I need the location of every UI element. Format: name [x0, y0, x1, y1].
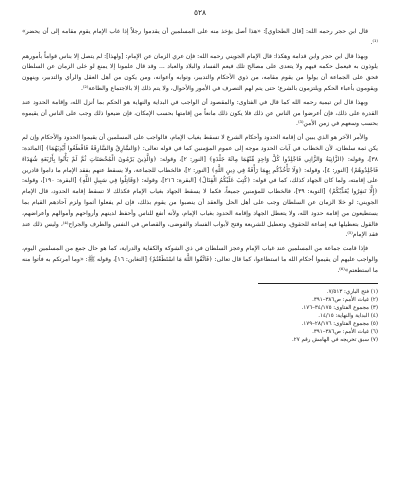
paragraph-2: وبهذا قال ابن حجر وابن قدامة وهكذا: قال الإمام الجويني رحمه الله: فإن عري الزمان عن الإمام: [ولهذا]: لم يتصل إلا بناس قواماً بأمورهم يلوذون به فيعمل حكمه فيهم ولا يتعدى على مصالح تلك فيعم الفساد والبلاد والعباد ... وقد قال علمونا إلا يمنع لو خلى الزمان عن السلطان فحق على الجماعة أن يولوا من يقوم مقامه، من ذوي الأحكام والتدبير، ونوابه وأعوانه، ومن يكون من أهل العقل والرأي والتدبير، وينهون ويقومون بأعباء الحكم ويلتزمون بالشرع؛ حتى يتم لهم التصرف في الأمور والأحوال، ولا يتم ذلك إلا بالاجتماع والطاعة⁽²⁾. [22, 52, 378, 92]
paragraph-5: فإذا قامت جماعة من المسلمين عند غياب الإمام وعجز السلطان في ذي الشوكة والكفاية والدراية، كما هو حال جمع من المسلمين اليوم، والواجب عليهم أن يقيموا أحكام الله ما استطاعوا، كما قال تعالى: ﴿فَاتَّقُوا اللَّهَ مَا اسْتَطَعْتُمْ﴾ [التغابن: ١٦]، وقوله ﷺ: «وما أمرتكم به فأتوا منه ما استطعتم»⁽⁶⁾. [22, 245, 378, 274]
page-number: ٥٢٨ [193, 8, 207, 17]
footnotes-list [22, 288, 378, 344]
footnote-2: (٢) غياث الأمم: ص٣٨٦–٣٩١. [312, 296, 378, 303]
footnote-divider [258, 283, 378, 284]
paragraph-3: وبهذا قال ابن تيمية رحمه الله كما قال في الفتاوى: والمقصود أن الواجب في البداية والنهاية هو الحكم بما أنزل الله، وإقامة الحدود عند القدرة على ذلك، فإن أعرضوا من الناس عن ذلك فلا يكون ذلك مانعاً من إقامتها بحسب الإمكان، فإن ضيعوا ذلك وجب على الناس أن يقيموه بحسب وسعهم في زمن الأمن⁽³⁾. [22, 98, 378, 128]
paragraph-1: قال ابن حجر رحمه الله: [قال الطحاوي]: «هذا أصل يؤخذ منه على المسلمين أن يقدموا رجلاً إذا غاب الإمام يقوم مقامه إلى أن يحضر» ⁽¹⁾. [22, 28, 378, 46]
paragraph-4: والأمر الآخر هو الذي يبين أن إقامة الحدود وأحكام الشرع لا تسقط بغياب الإمام، فالواجب على المسلمين أن يقيموا الحدود والأحكام وإن لم يكن ثمة سلطان، لأن الخطاب في آيات الحدود موجه إلى عموم المؤمنين كما في قوله تعالى: ﴿وَالسَّارِقُ وَالسَّارِقَةُ فَاقْطَعُوا أَيْدِيَهُمَا﴾ [المائدة: ٣٨]، وقوله: ﴿الزَّانِيَةُ وَالزَّانِي فَاجْلِدُوا كُلَّ وَاحِدٍ مِّنْهُمَا مِائَةَ جَلْدَةٍ﴾ [النور: ٢]، وقوله: ﴿وَالَّذِينَ يَرْمُونَ الْمُحْصَنَاتِ ثُمَّ لَمْ يَأْتُوا بِأَرْبَعَةِ شُهَدَاءَ فَاجْلِدُوهُمْ﴾ [النور: ٤]، وقوله: ﴿وَلَا تَأْخُذْكُم بِهِمَا رَأْفَةٌ فِي دِينِ اللَّهِ﴾ [النور: ٢]، فالخطاب للجماعة، ولا يسقط عنهم بفقد الإمام ما داموا قادرين على إقامته، ولما كان الجهاد كذلك، كما في قوله: ﴿كُتِبَ عَلَيْكُمُ الْقِتَالُ﴾ [البقرة: ٢١٦]، وقوله: ﴿وَقَاتِلُوا فِي سَبِيلِ اللَّهِ﴾ [البقرة: ١٩٠]، وقوله: ﴿إِلَّا تَنفِرُوا يُعَذِّبْكُمْ﴾ [التوبة: ٣٩]، فالخطاب للمؤمنين جميعاً، فكما لا يسقط الجهاد بغياب الإمام فكذلك لا تسقط إقامة الحدود، قال الإمام الجويني: لو خلا الزمان عن السلطان وجب على أهل الحل والعقد أن ينصبوا من يقوم بذلك، فإن لم يفعلوا أثموا ولزم آحادهم القيام بما يستطيعون من إقامة حدود الله، ولا يتعطل الجهاد وإقامة الحدود بغياب الإمام، ولأنه أنفع للناس وأحفظ لدينهم وأرواحهم وأموالهم وأعراضهم، فالقول بتعطيلها فيه إضاعة للحقوق، وتعطيل للشريعة وفتح لأبواب الفساد والفوضى، والقصاص في النفس والطرف والجراح⁽⁴⁾، وليس ذلك عند فقد الإمام⁽⁵⁾. [22, 134, 379, 239]
footnote-7: (٧) سبق تخريجه في الهامش رقم ٢٧. [292, 336, 378, 343]
footnote-3: (٣) مجموع الفتاوى: ٣٤/١٧٥–١٧٦. [301, 304, 378, 311]
footnote-4: (٤) البداية والنهاية: ١٤/١٥. [318, 312, 378, 319]
footnote-1: (١) فتح الباري: ٧/٥١٣. [326, 288, 378, 295]
footnote-5: (٥) مجموع الفتاوى: ٢٨/١٧٦–١٧٩. [301, 320, 378, 327]
footnote-6: (٦) غياث الأمم: ص٣٨٦–٣٩١. [312, 328, 378, 335]
body-text [22, 27, 378, 277]
